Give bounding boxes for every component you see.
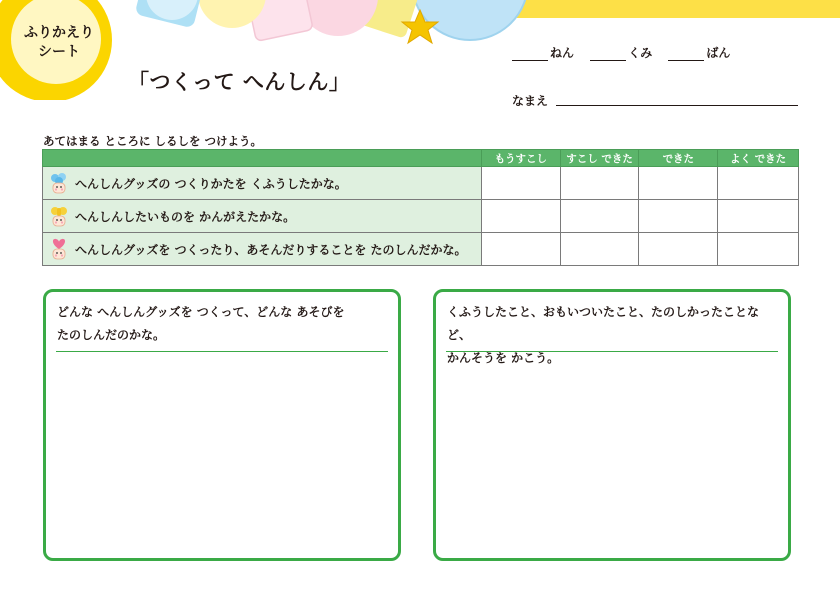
question-text: へんしんグッズの つくりかたを くふうしたかな。	[75, 176, 347, 191]
play-reflection-prompt	[57, 301, 388, 347]
rating-cell[interactable]	[718, 167, 799, 200]
rating-cell[interactable]	[481, 167, 560, 200]
prompt-line: たのしんだのかな。	[57, 328, 166, 342]
play-reflection-box[interactable]	[43, 289, 401, 561]
table-row	[43, 167, 799, 200]
prompt-line: どんな へんしんグッズを つくって、どんな あそびを	[57, 305, 345, 319]
impression-box[interactable]	[433, 289, 791, 561]
rating-cell[interactable]	[639, 167, 718, 200]
number-unit-label: ばん	[706, 46, 731, 60]
prompt-divider	[446, 351, 778, 352]
column-header: できた	[639, 150, 718, 167]
rating-cell[interactable]	[560, 200, 639, 233]
grade-unit-label: ねん	[550, 46, 575, 60]
class-blank[interactable]	[590, 48, 626, 61]
self-evaluation-table	[42, 149, 799, 266]
prompt-line: かんそうを かこう。	[447, 351, 560, 365]
rating-cell[interactable]	[560, 233, 639, 266]
prompt-line: くふうしたこと、おもいついたこと、たのしかったことなど、	[447, 305, 760, 342]
class-unit-label: くみ	[628, 46, 653, 60]
rating-cell[interactable]	[560, 167, 639, 200]
yellow-character-icon	[49, 205, 69, 227]
page-title: 「つくって へんしん」	[128, 70, 351, 94]
grade-blank[interactable]	[512, 48, 548, 61]
question-cell	[43, 200, 482, 233]
impression-prompt	[447, 301, 778, 370]
question-cell	[43, 233, 482, 266]
table-row	[43, 233, 799, 266]
column-header: もうすこし	[481, 150, 560, 167]
instruction-text: あてはまる ところに しるしを つけよう。	[43, 134, 263, 148]
badge-label-line1: ふりかえり	[24, 25, 94, 41]
table-row	[43, 200, 799, 233]
number-blank[interactable]	[668, 48, 704, 61]
badge-label-line2: シート	[38, 44, 80, 60]
name-field[interactable]	[556, 105, 798, 106]
prompt-divider	[56, 351, 388, 352]
rating-cell[interactable]	[481, 233, 560, 266]
rating-cell[interactable]	[639, 233, 718, 266]
column-header: よく できた	[718, 150, 799, 167]
rating-cell[interactable]	[718, 200, 799, 233]
question-text: へんしんグッズを つくったり、あそんだりすることを たのしんだかな。	[75, 242, 467, 257]
question-text: へんしんしたいものを かんがえたかな。	[75, 209, 296, 224]
rating-cell[interactable]	[718, 233, 799, 266]
sheet-badge	[16, 24, 102, 62]
rating-cell[interactable]	[481, 200, 560, 233]
rating-cell[interactable]	[639, 200, 718, 233]
pink-character-icon	[49, 238, 69, 260]
top-yellow-bar	[500, 0, 840, 18]
table-header-row	[43, 150, 799, 167]
name-label: なまえ	[512, 94, 549, 108]
grade-class-number-row	[512, 44, 730, 61]
table-header-blank	[43, 150, 482, 167]
blue-character-icon	[49, 172, 69, 194]
column-header: すこし できた	[560, 150, 639, 167]
question-cell	[43, 167, 482, 200]
